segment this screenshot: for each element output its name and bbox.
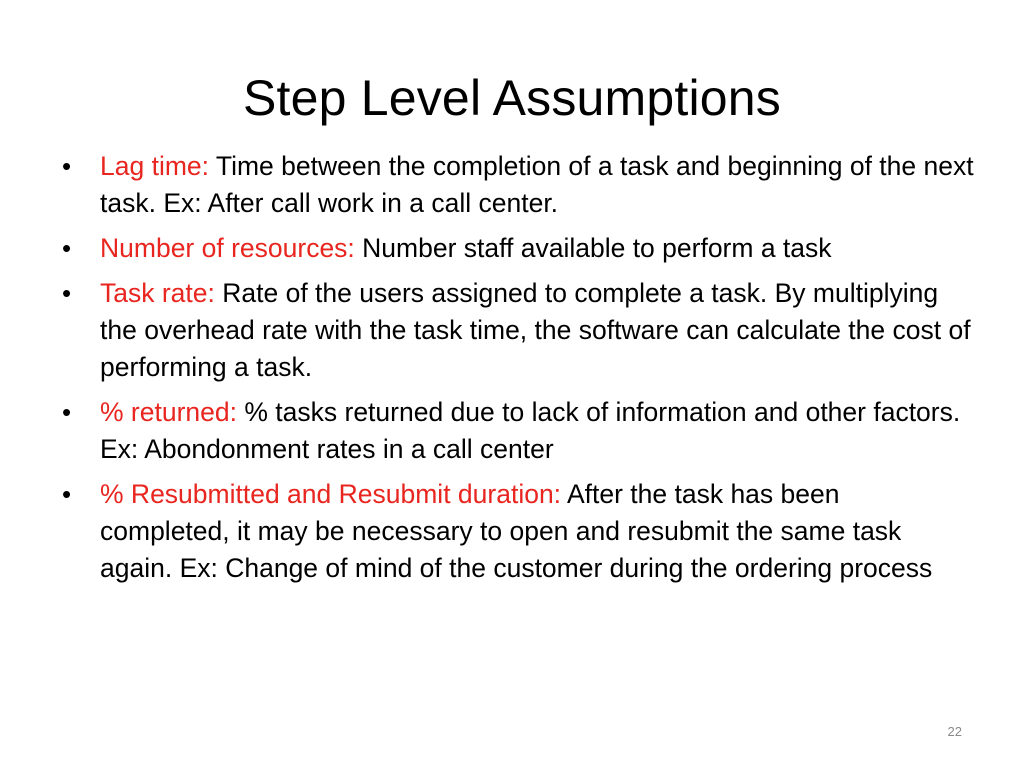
bullet-task-rate [62, 275, 975, 386]
bullet-term: % returned: [100, 397, 245, 427]
bullet-dot-icon: • [62, 397, 72, 427]
bullet-text: Rate of the users assigned to complete a task. By multiplying the overhead rate with the task time, the software can calculate the cost of performing a task. [100, 278, 971, 382]
bullet-dot-icon: • [62, 278, 72, 308]
bullet-term: Lag time: [100, 151, 216, 181]
bullet-percent-returned [62, 394, 975, 468]
slide-title: Step Level Assumptions [242, 70, 782, 126]
bullet-text: Time between the completion of a task and beginning of the next task. Ex: After call work in a call center. [100, 151, 974, 218]
bullet-lag-time [62, 148, 975, 222]
bullet-text: % tasks returned due to lack of information and other factors. Ex: Abondonment rates in a call center [100, 397, 961, 464]
bullet-dot-icon: • [62, 151, 72, 181]
bullet-term: Number of resources: [100, 233, 363, 263]
bullet-text: After the task has been completed, it may be necessary to open and resubmit the same task again. Ex: Change of mind of the customer during the ordering process [100, 479, 933, 583]
bullet-term: Task rate: [100, 278, 223, 308]
bullet-percent-resubmitted [62, 476, 975, 587]
slide-page-number: 22 [947, 724, 962, 739]
bullet-number-of-resources [62, 230, 975, 267]
bullet-list [62, 148, 975, 595]
bullet-dot-icon: • [62, 233, 72, 263]
bullet-text: Number staff available to perform a task [362, 233, 832, 263]
bullet-dot-icon: • [62, 479, 72, 509]
bullet-term: % Resubmitted and Resubmit duration: [100, 479, 567, 509]
